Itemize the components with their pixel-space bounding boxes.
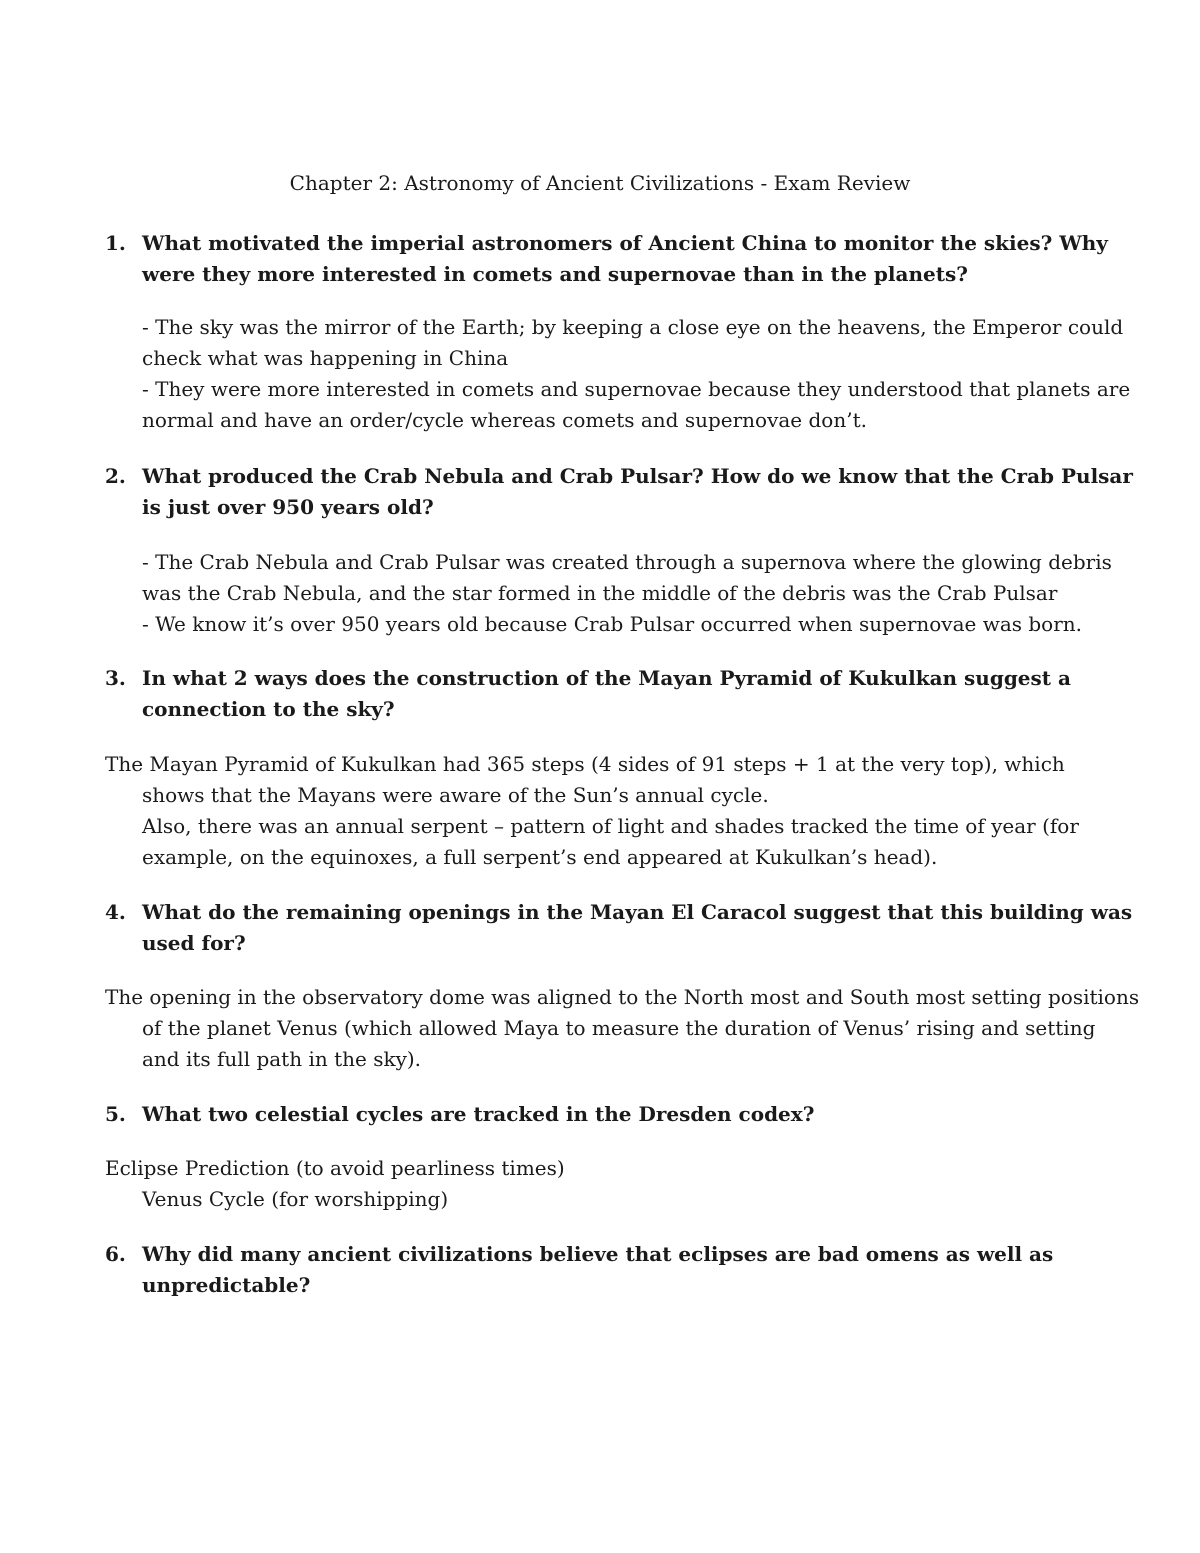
question-text: What two celestial cycles are tracked in the Dresden codex? — [142, 1102, 815, 1126]
question-number: 4. — [105, 900, 126, 924]
answer-text: - They were more interested in comets and supernovae because they understood that planets are — [142, 377, 1131, 401]
question-number: 1. — [105, 231, 126, 255]
question-text: is just over 950 years old? — [142, 495, 434, 519]
answer-text: of the planet Venus (which allowed Maya to measure the duration of Venus’ rising and setting — [142, 1016, 1096, 1040]
question-text: What do the remaining openings in the Mayan El Caracol suggest that this building was — [142, 900, 1133, 924]
answer-text: - We know it’s over 950 years old because Crab Pulsar occurred when supernovae was born. — [142, 612, 1083, 636]
answer-text: example, on the equinoxes, a full serpent’s end appeared at Kukulkan’s head). — [142, 845, 938, 869]
question-text: What motivated the imperial astronomers of Ancient China to monitor the skies? Why — [142, 231, 1108, 255]
answer-text: and its full path in the sky). — [142, 1047, 422, 1071]
answer-text: - The Crab Nebula and Crab Pulsar was created through a supernova where the glowing debris — [142, 550, 1112, 574]
document-title: Chapter 2: Astronomy of Ancient Civilizations - Exam Review — [289, 171, 911, 195]
answer-text: check what was happening in China — [142, 346, 509, 370]
question-text: used for? — [142, 931, 246, 955]
question-text: In what 2 ways does the construction of the Mayan Pyramid of Kukulkan suggest a — [142, 666, 1071, 690]
answer-text: shows that the Mayans were aware of the Sun’s annual cycle. — [142, 783, 769, 807]
answer-text: Venus Cycle (for worshipping) — [142, 1187, 449, 1211]
answer-text: - The sky was the mirror of the Earth; by keeping a close eye on the heavens, the Emperor could — [142, 315, 1124, 339]
answer-text: The opening in the observatory dome was aligned to the North most and South most setting positions — [105, 985, 1140, 1009]
question-text: were they more interested in comets and supernovae than in the planets? — [142, 262, 968, 286]
question-text: connection to the sky? — [142, 697, 395, 721]
question-text: Why did many ancient civilizations believe that eclipses are bad omens as well as — [142, 1242, 1054, 1266]
question-text: What produced the Crab Nebula and Crab Pulsar? How do we know that the Crab Pulsar — [142, 464, 1133, 488]
question-number: 2. — [105, 464, 126, 488]
answer-text: was the Crab Nebula, and the star formed in the middle of the debris was the Crab Pulsar — [142, 581, 1058, 605]
question-number: 6. — [105, 1242, 126, 1266]
answer-text: The Mayan Pyramid of Kukulkan had 365 steps (4 sides of 91 steps + 1 at the very top), which — [105, 752, 1065, 776]
answer-text: normal and have an order/cycle whereas comets and supernovae don’t. — [142, 408, 867, 432]
answer-text: Eclipse Prediction (to avoid pearliness times) — [105, 1156, 565, 1180]
question-number: 3. — [105, 666, 126, 690]
question-number: 5. — [105, 1102, 126, 1126]
question-text: unpredictable? — [142, 1273, 311, 1297]
answer-text: Also, there was an annual serpent – pattern of light and shades tracked the time of year (for — [142, 814, 1079, 838]
